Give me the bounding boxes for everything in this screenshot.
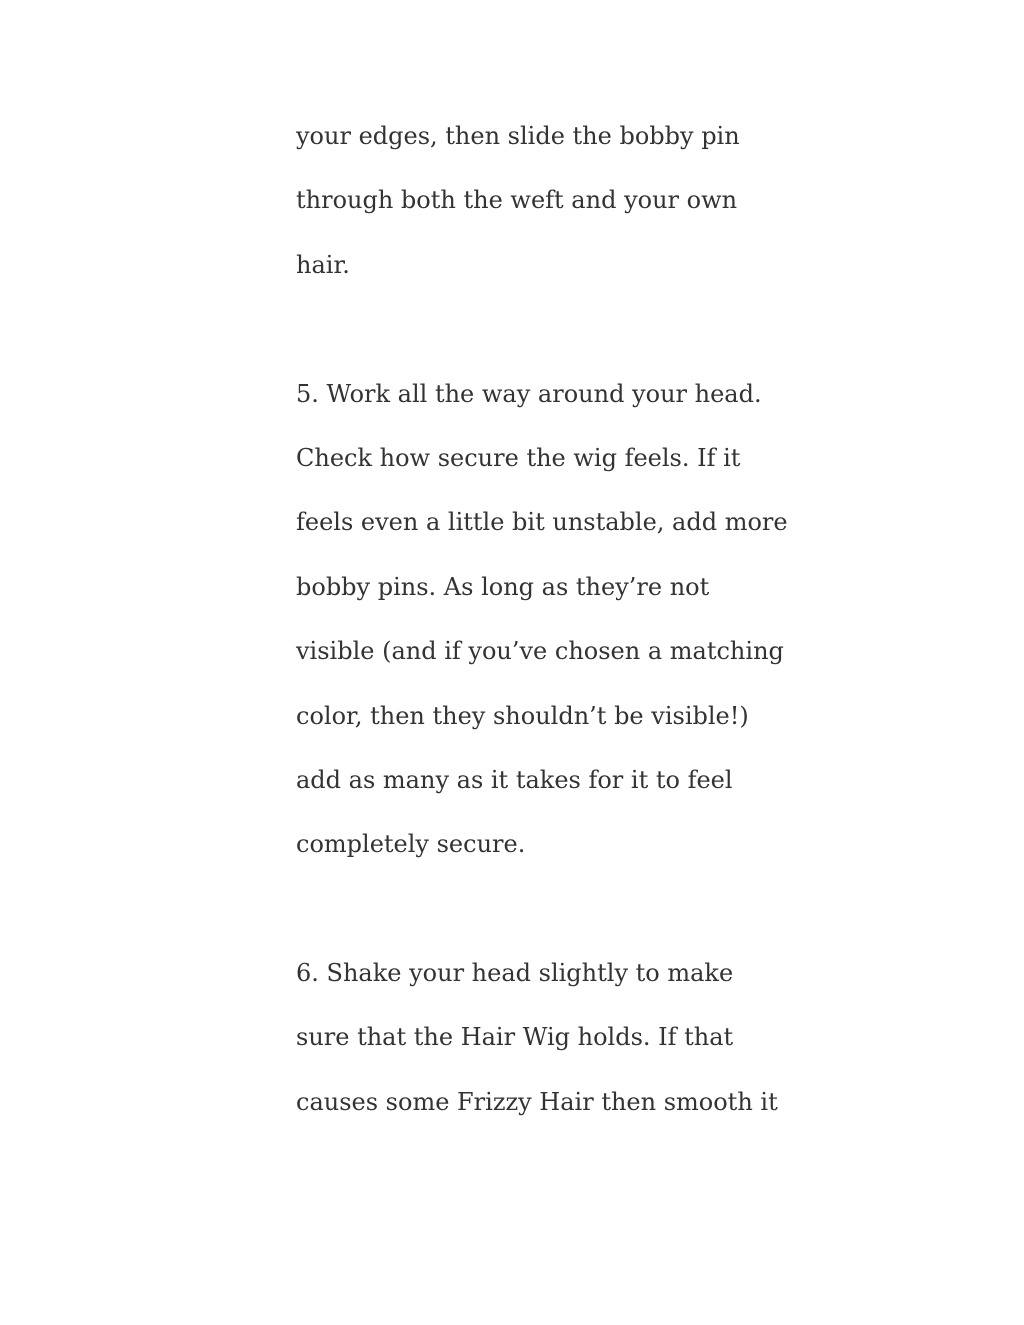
paragraph-step-5 xyxy=(296,362,786,877)
text-line: causes some Frizzy Hair then smooth it xyxy=(296,1087,778,1116)
text-line: Check how secure the wig feels. If it xyxy=(296,443,741,472)
text-line: feels even a little bit unstable, add more xyxy=(296,508,788,537)
text-line: through both the weft and your own xyxy=(296,186,738,215)
paragraph-step-4-continued xyxy=(296,104,786,297)
text-line: add as many as it takes for it to feel xyxy=(296,765,733,794)
text-line: completely secure. xyxy=(296,830,526,859)
document-page xyxy=(296,104,786,1134)
paragraph-spacer xyxy=(296,297,786,361)
text-line: color, then they shouldn’t be visible!) xyxy=(296,701,749,730)
text-line: hair. xyxy=(296,250,350,279)
text-line: 5. Work all the way around your head. xyxy=(296,379,762,408)
paragraph-spacer xyxy=(296,877,786,941)
text-line: 6. Shake your head slightly to make xyxy=(296,959,734,988)
text-line: your edges, then slide the bobby pin xyxy=(296,122,740,150)
text-line: sure that the Hair Wig holds. If that xyxy=(296,1023,734,1052)
paragraph-step-6 xyxy=(296,941,786,1134)
text-line: bobby pins. As long as they’re not xyxy=(296,572,710,601)
text-line: visible (and if you’ve chosen a matching xyxy=(296,637,784,666)
